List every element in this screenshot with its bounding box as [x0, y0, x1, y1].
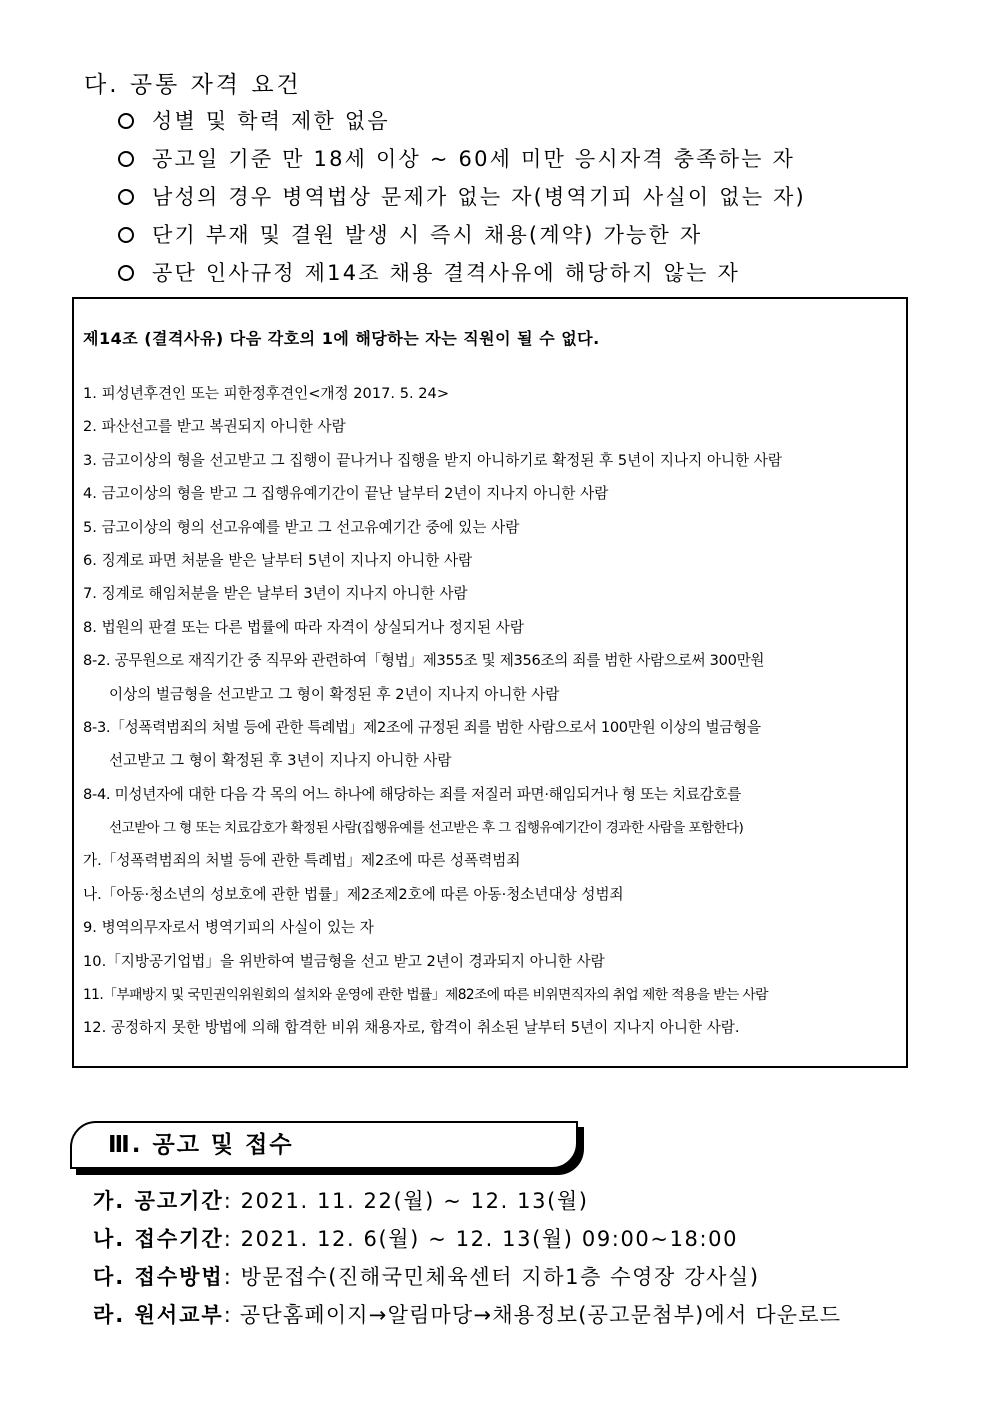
- list-item: 2. 파산선고를 받고 복권되지 아니한 사람: [83, 418, 346, 436]
- list-item: 4. 금고이상의 형을 받고 그 집행유예기간이 끝난 날부터 2년이 지나지 아니한 사람: [83, 485, 609, 503]
- info-value: : 2021. 11. 22(월) ~ 12. 13(월): [223, 1189, 589, 1213]
- hollow-circle-icon: [118, 113, 134, 129]
- eligibility-list: [118, 102, 806, 292]
- info-row-reception: [93, 1222, 841, 1260]
- list-item: 9. 병역의무자로서 병역기피의 사실이 있는 자: [83, 919, 374, 937]
- list-item: 나.「아동·청소년의 성보호에 관한 법률」제2조제2호에 따른 아동·청소년대상 성범죄: [83, 885, 624, 903]
- section-c-title: 다. 공통 자격 요건: [84, 72, 302, 98]
- list-item: [118, 254, 806, 292]
- list-item-continuation: 선고받아 그 형 또는 치료감호가 확정된 사람(집행유예를 선고받은 후 그 집행유예기간이 경과한 사람을 포함한다): [109, 820, 744, 837]
- list-item: 11.「부패방지 및 국민권익위원회의 설치와 운영에 관한 법률」제82조에 따른 비위면직자의 취업 제한 적용을 받는 사람: [83, 987, 768, 1004]
- list-item-continuation: 선고받고 그 형이 확정된 후 3년이 지나지 아니한 사람: [109, 752, 452, 770]
- hollow-circle-icon: [118, 227, 134, 243]
- info-label: 라. 원서교부: [93, 1303, 224, 1327]
- list-item: 8. 법원의 판결 또는 다른 법률에 따라 자격이 상실되거나 정지된 사람: [83, 618, 524, 636]
- section3-title: Ⅲ. 공고 및 접수: [108, 1132, 294, 1158]
- info-row-form: [93, 1298, 841, 1336]
- info-value: : 공단홈페이지→알림마당→채용정보(공고문첨부)에서 다운로드: [223, 1303, 842, 1327]
- list-item: [118, 178, 806, 216]
- info-value: : 방문접수(진해국민체육센터 지하1층 수영장 강사실): [223, 1265, 760, 1289]
- announcement-info: [93, 1184, 841, 1336]
- list-item: 가.「성폭력범죄의 처벌 등에 관한 특례법」제2조에 따른 성폭력범죄: [83, 852, 521, 870]
- list-item: 1. 피성년후견인 또는 피한정후견인<개정 2017. 5. 24>: [83, 385, 450, 402]
- hollow-circle-icon: [118, 151, 134, 167]
- list-item: 6. 징계로 파면 처분을 받은 날부터 5년이 지나지 아니한 사람: [83, 551, 473, 569]
- info-label: 가. 공고기간: [93, 1189, 224, 1213]
- bullet-text: 공단 인사규정 제14조 채용 결격사유에 해당하지 않는 자: [152, 261, 740, 285]
- info-label: 다. 접수방법: [93, 1265, 224, 1289]
- list-item: 8-3.「성폭력범죄의 처벌 등에 관한 특례법」제2조에 규정된 죄를 범한 사람으로서 100만원 이상의 벌금형을: [83, 718, 761, 736]
- list-item: 7. 징계로 해임처분을 받은 날부터 3년이 지나지 아니한 사람: [83, 585, 468, 603]
- hollow-circle-icon: [118, 189, 134, 205]
- list-item: 3. 금고이상의 형을 선고받고 그 집행이 끝나거나 집행을 받지 아니하기로 확정된 후 5년이 지나지 아니한 사람: [83, 451, 782, 469]
- list-item: 10.「지방공기업법」을 위반하여 벌금형을 선고 받고 2년이 경과되지 아니한 사람: [83, 952, 605, 970]
- bullet-text: 공고일 기준 만 18세 이상 ~ 60세 미만 응시자격 충족하는 자: [152, 147, 795, 171]
- article14-box: [72, 297, 908, 1068]
- info-row-period: [93, 1184, 841, 1222]
- list-item: [118, 102, 806, 140]
- article14-list: [83, 380, 900, 1048]
- bullet-text: 남성의 경우 병역법상 문제가 없는 자(병역기피 사실이 없는 자): [152, 185, 806, 209]
- list-item: [118, 216, 806, 254]
- list-item: [118, 140, 806, 178]
- hollow-circle-icon: [118, 265, 134, 281]
- info-row-method: [93, 1260, 841, 1298]
- info-value: : 2021. 12. 6(월) ~ 12. 13(월) 09:00~18:00: [223, 1227, 739, 1251]
- list-item-continuation: 이상의 벌금형을 선고받고 그 형이 확정된 후 2년이 지나지 아니한 사람: [109, 685, 560, 703]
- article14-title: 제14조 (결격사유) 다음 각호의 1에 해당하는 자는 직원이 될 수 없다.: [83, 329, 600, 348]
- bullet-text: 성별 및 학력 제한 없음: [152, 109, 390, 133]
- info-label: 나. 접수기간: [93, 1227, 224, 1251]
- list-item: 12. 공정하지 못한 방법에 의해 합격한 비위 채용자로, 합격이 취소된 날부터 5년이 지나지 아니한 사람.: [83, 1019, 740, 1037]
- list-item: 5. 금고이상의 형의 선고유예를 받고 그 선고유예기간 중에 있는 사람: [83, 518, 520, 536]
- section3-tab: [70, 1121, 578, 1169]
- list-item: 8-2. 공무원으로 재직기간 중 직무와 관련하여「형법」제355조 및 제356조의 죄를 범한 사람으로써 300만원: [83, 652, 765, 670]
- bullet-text: 단기 부재 및 결원 발생 시 즉시 채용(계약) 가능한 자: [152, 223, 703, 247]
- list-item: 8-4. 미성년자에 대한 다음 각 목의 어느 하나에 해당하는 죄를 저질러 파면·해임되거나 형 또는 치료감호를: [83, 785, 742, 803]
